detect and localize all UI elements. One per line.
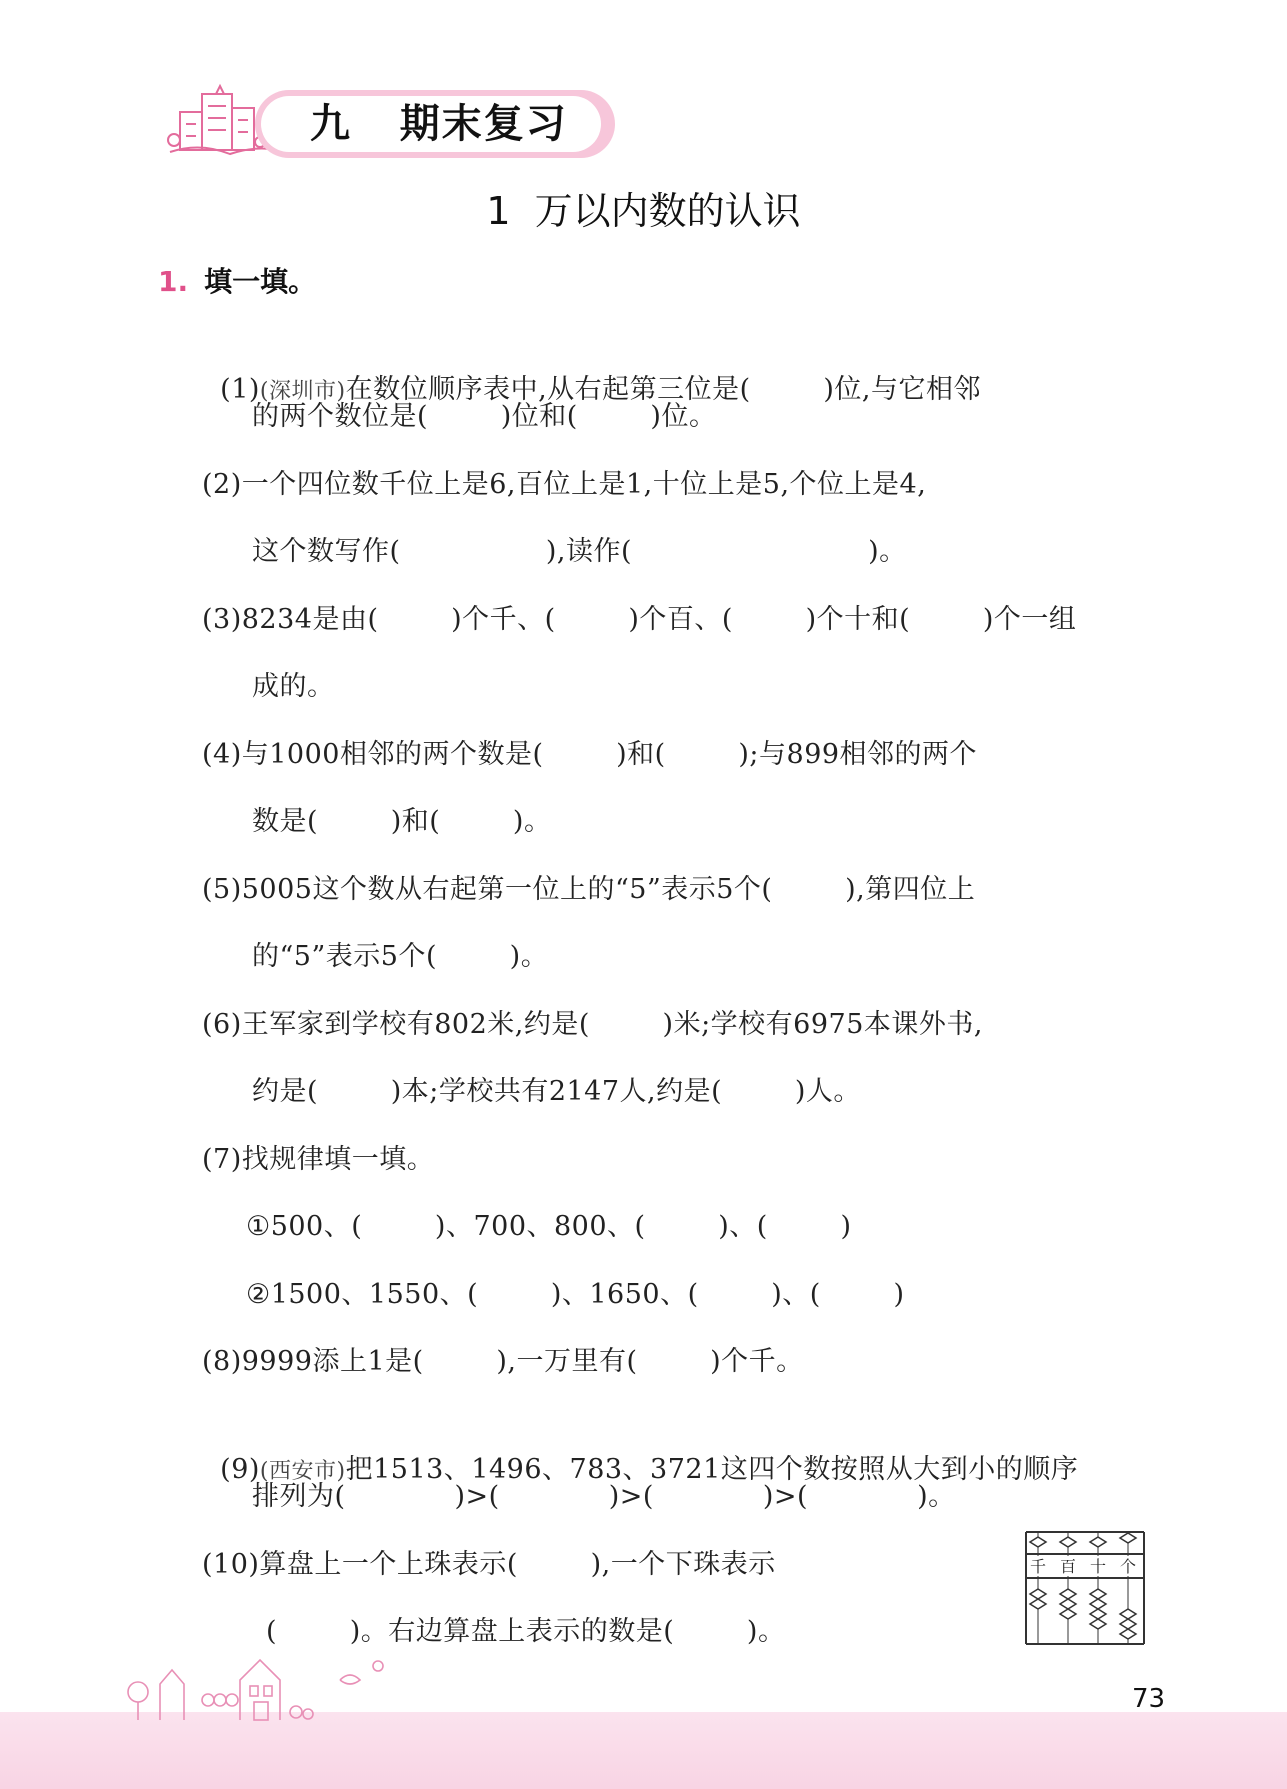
section-title: 1 万以内数的认识 xyxy=(486,189,801,233)
item-8-line-1: (8)9999添上1是( ),一万里有( )个千。 xyxy=(202,1346,804,1377)
abacus-label-one: 个 xyxy=(1119,1557,1137,1576)
item-7-sub-1: ①500、( )、700、800、( )、( ) xyxy=(246,1211,852,1242)
item-number: (1) xyxy=(220,374,260,405)
abacus-label-ten: 十 xyxy=(1089,1557,1107,1576)
abacus-label-hundred: 百 xyxy=(1059,1557,1077,1576)
item-3-line-1: (3)8234是由( )个千、( )个百、( )个十和( )个一组 xyxy=(202,604,1077,635)
item-4-line-2: 数是( )和( )。 xyxy=(252,806,552,837)
item-3-line-2: 成的。 xyxy=(252,671,335,702)
item-4-line-1: (4)与1000相邻的两个数是( )和( );与899相邻的两个 xyxy=(202,739,978,770)
question-number: 1. xyxy=(158,265,189,298)
city-tag: (深圳市) xyxy=(259,379,346,404)
item-7-sub-2: ②1500、1550、( )、1650、( )、( ) xyxy=(246,1279,905,1310)
question-heading xyxy=(158,262,316,302)
item-2-line-2: 这个数写作( ),读作( )。 xyxy=(252,536,907,567)
town-decoration-icon xyxy=(120,1640,430,1730)
page-number: 73 xyxy=(1132,1684,1166,1714)
chapter-banner xyxy=(160,82,620,162)
item-5-line-1: (5)5005这个数从右起第一位上的“5”表示5个( ),第四位上 xyxy=(202,874,976,905)
item-10-line-2: ( )。右边算盘上表示的数是( )。 xyxy=(266,1616,786,1647)
item-number: (9) xyxy=(220,1454,260,1485)
abacus-figure xyxy=(1022,1528,1148,1650)
item-9-line-2: 排列为( )>( )>( )>( )。 xyxy=(252,1481,956,1512)
item-6-line-1: (6)王军家到学校有802米,约是( )米;学校有6975本课外书, xyxy=(202,1009,983,1040)
abacus-label-thousand: 千 xyxy=(1029,1557,1047,1576)
item-10-line-1: (10)算盘上一个上珠表示( ),一个下珠表示 xyxy=(202,1549,776,1580)
city-tag: (西安市) xyxy=(259,1459,346,1484)
item-6-line-2: 约是( )本;学校共有2147人,约是( )人。 xyxy=(252,1076,861,1107)
item-5-line-2: 的“5”表示5个( )。 xyxy=(252,941,549,972)
item-7-line-1: (7)找规律填一填。 xyxy=(202,1144,435,1175)
item-2-line-1: (2)一个四位数千位上是6,百位上是1,十位上是5,个位上是4, xyxy=(202,469,927,500)
item-1-line-2: 的两个数位是( )位和( )位。 xyxy=(252,401,717,432)
item-text: 在数位顺序表中,从右起第三位是( )位,与它相邻 xyxy=(345,374,981,405)
question-label: 填一填。 xyxy=(204,265,317,298)
chapter-title: 九 期末复习 xyxy=(310,101,568,147)
item-text: 把1513、1496、783、3721这四个数按照从大到小的顺序 xyxy=(345,1454,1079,1485)
